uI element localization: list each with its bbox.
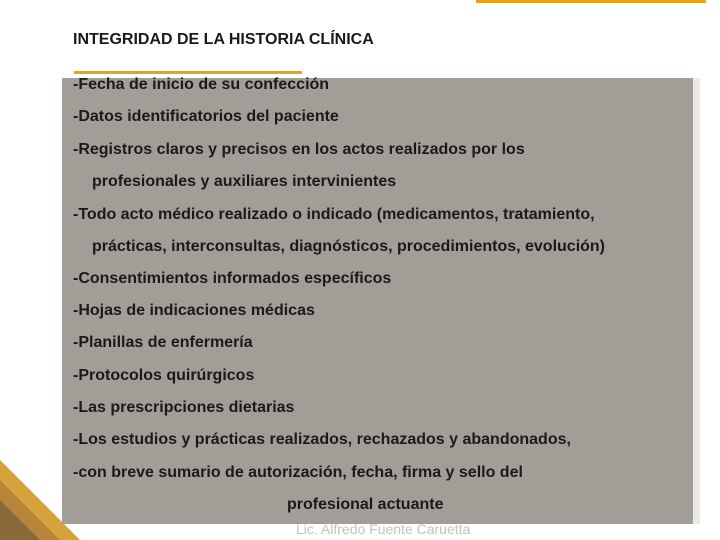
list-item: -Las prescripciones dietarias — [73, 399, 295, 416]
top-accent-line — [476, 0, 706, 3]
list-item-continuation: profesional actuante — [287, 496, 444, 513]
list-item: -Hojas de indicaciones médicas — [73, 302, 315, 319]
slide-title: INTEGRIDAD DE LA HISTORIA CLÍNICA — [73, 31, 374, 48]
list-item: -Protocolos quirúrgicos — [73, 367, 255, 384]
list-item: -Datos identificatorios del paciente — [73, 108, 339, 125]
title-underline — [74, 71, 302, 74]
list-item-continuation: prácticas, interconsultas, diagnósticos, procedimientos, evolución) — [92, 238, 606, 255]
panel-right-border — [693, 78, 700, 524]
footer-author: Lic. Alfredo Fuente Caruetta — [296, 521, 471, 537]
list-item: -Todo acto médico realizado o indicado (medicamentos, tratamiento, — [73, 206, 595, 223]
list-item: -Los estudios y prácticas realizados, rechazados y abandonados, — [73, 431, 571, 448]
list-item-continuation: profesionales y auxiliares intervinientes — [92, 173, 397, 190]
list-item: -Consentimientos informados específicos — [73, 270, 392, 287]
list-item: -Registros claros y precisos en los actos realizados por los — [73, 141, 525, 158]
list-item: -Fecha de inicio de su confección — [73, 76, 330, 93]
list-item: -con breve sumario de autorización, fecha, firma y sello del — [73, 464, 523, 481]
list-item: -Planillas de enfermería — [73, 334, 253, 351]
